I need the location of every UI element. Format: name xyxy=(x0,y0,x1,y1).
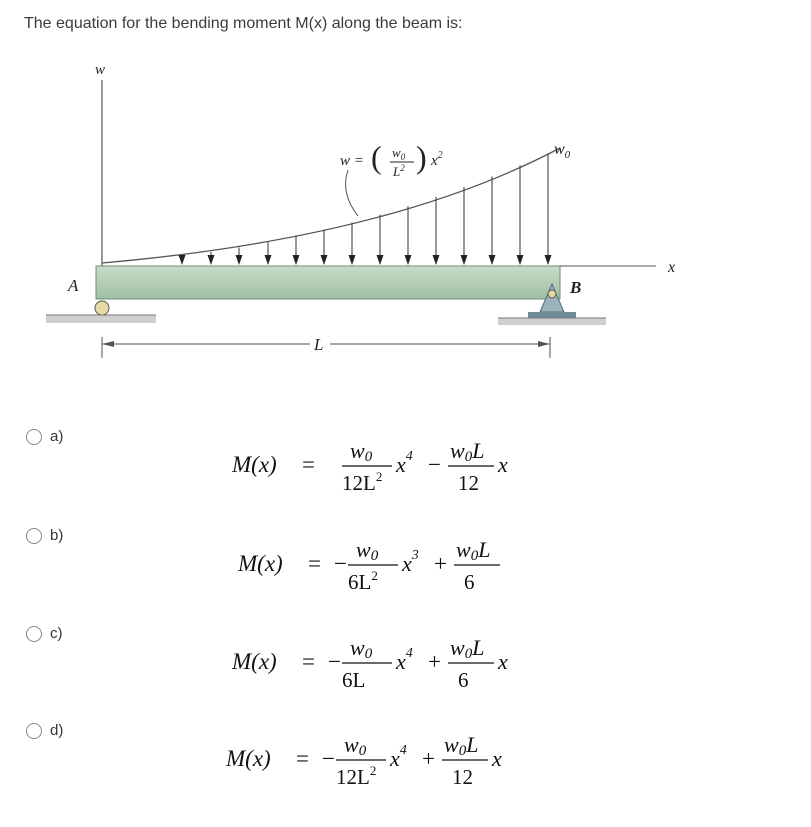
equation-svg xyxy=(238,529,568,599)
sign: − xyxy=(334,551,347,576)
load-arrow-head xyxy=(265,255,272,265)
svg-text:(: ( xyxy=(371,139,382,175)
tail-x: x xyxy=(498,452,508,477)
answer-option[interactable] xyxy=(26,527,63,544)
svg-text:): ) xyxy=(416,139,427,175)
answer-option[interactable] xyxy=(26,722,63,739)
equation-svg xyxy=(232,430,562,500)
answer-option[interactable] xyxy=(26,428,63,445)
load-equation xyxy=(340,139,443,216)
x-term: $x^4$ xyxy=(396,449,413,477)
question-text: The equation for the bending moment M(x) along the beam is: xyxy=(24,15,463,32)
load-arrow-head xyxy=(489,255,496,265)
svg-text:w =: w = xyxy=(340,153,364,169)
denominator-2: 12 xyxy=(452,765,473,789)
sign: − xyxy=(322,746,335,771)
numerator-1: w0 xyxy=(344,732,367,759)
denominator-1: 6L xyxy=(342,668,366,692)
equation-svg xyxy=(232,627,562,697)
beam-diagram xyxy=(40,58,720,378)
load-arrow-head xyxy=(405,255,412,265)
moment-lhs: M(x) xyxy=(226,746,271,771)
denominator-1: $6L^2$ xyxy=(348,568,378,594)
moment-lhs: M(x) xyxy=(232,452,277,477)
x-term: $x^3$ xyxy=(402,548,419,576)
length-label: L xyxy=(314,335,324,354)
load-curve xyxy=(102,148,560,263)
operator: + xyxy=(428,649,441,674)
load-arrow-head xyxy=(349,255,356,265)
operator: + xyxy=(422,746,435,771)
ground-a xyxy=(46,315,156,323)
load-arrow-head xyxy=(321,255,328,265)
equation-svg xyxy=(226,724,556,794)
svg-text:=: = xyxy=(296,746,309,771)
option-letter: c) xyxy=(50,625,63,642)
radio-button[interactable] xyxy=(26,429,42,445)
radio-button[interactable] xyxy=(26,528,42,544)
load-arrow-head xyxy=(461,255,468,265)
denominator-2: 6 xyxy=(464,570,475,594)
numerator-2: w0L xyxy=(456,537,491,564)
sign: − xyxy=(328,649,341,674)
svg-text:L2: $L^2$ xyxy=(393,163,405,179)
svg-text:x2: $x^2$ xyxy=(431,150,443,169)
equation xyxy=(226,724,556,799)
load-arrow-head xyxy=(517,255,524,265)
denominator-1: $12L^2$ xyxy=(342,469,383,495)
label-a: A xyxy=(68,276,79,295)
load-arrow-head xyxy=(208,255,215,265)
radio-button[interactable] xyxy=(26,626,42,642)
svg-text:=: = xyxy=(308,551,321,576)
tail-x: x xyxy=(492,746,502,771)
load-arrow-head xyxy=(433,255,440,265)
equation xyxy=(238,529,568,604)
svg-text:=: = xyxy=(302,452,315,477)
denominator-2: 6 xyxy=(458,668,469,692)
option-letter: a) xyxy=(50,428,64,445)
x-term: $x^4$ xyxy=(396,646,413,674)
load-arrow-head xyxy=(293,255,300,265)
ground-b xyxy=(498,318,606,325)
x-term: $x^4$ xyxy=(390,743,407,771)
numerator-2: w0L xyxy=(450,438,485,465)
load-arrow-head xyxy=(377,255,384,265)
svg-text:=: = xyxy=(302,649,315,674)
numerator-1: w0 xyxy=(356,537,379,564)
moment-lhs: M(x) xyxy=(232,649,277,674)
denominator-2: 12 xyxy=(458,471,479,495)
svg-text:w0: $w_0$ xyxy=(392,145,406,162)
operator: + xyxy=(434,551,447,576)
denominator-1: $12L^2$ xyxy=(336,763,377,789)
load-arrow-head xyxy=(545,255,552,265)
tail-x: x xyxy=(498,649,508,674)
equation xyxy=(232,627,562,702)
x-axis-label: x xyxy=(668,259,676,276)
w0-label: $w_0$ xyxy=(554,141,571,161)
moment-lhs: M(x) xyxy=(238,551,283,576)
numerator-2: w0L xyxy=(444,732,479,759)
load-arrow-head xyxy=(179,255,186,265)
numerator-2: w0L xyxy=(450,635,485,662)
load-arrow-head xyxy=(236,255,243,265)
w-axis-label: w xyxy=(95,62,106,78)
numerator-1: w0 xyxy=(350,635,373,662)
load-arrows xyxy=(179,153,552,265)
numerator-1: w0 xyxy=(350,438,373,465)
option-letter: b) xyxy=(50,527,64,544)
beam xyxy=(96,266,560,299)
label-b: B xyxy=(570,278,582,297)
roller-support-a xyxy=(95,301,109,315)
radio-button[interactable] xyxy=(26,723,42,739)
equation xyxy=(232,430,562,505)
option-letter: d) xyxy=(50,722,64,739)
operator: − xyxy=(428,452,441,477)
answer-option[interactable] xyxy=(26,625,63,642)
